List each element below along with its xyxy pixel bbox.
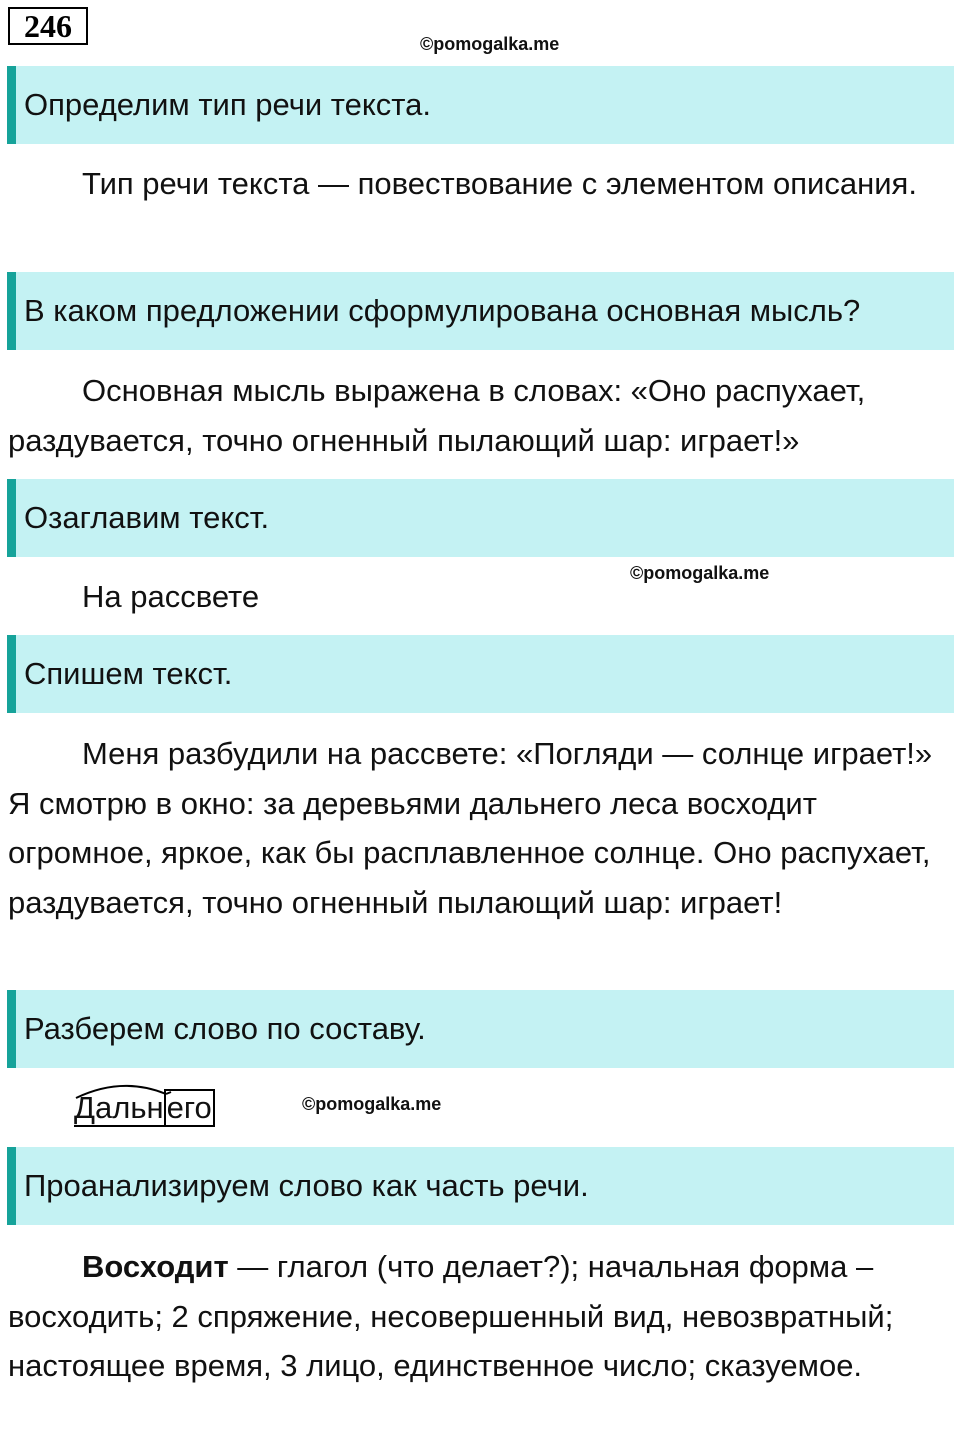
section-text-main-idea: Основная мысль выражена в словах: «Оно распухает, раздувается, точно огненный пылающий шар: играет!»	[8, 373, 866, 458]
section-header-part-of-speech: Проанализируем слово как часть речи.	[7, 1147, 954, 1225]
section-text-copy-text: Меня разбудили на рассвете: «Погляди — солнце играет!» Я смотрю в окно: за деревьями дальнего леса восходит огромное, яркое, как бы расплавленное солнце. Оно распухает, раздувается, точно огненный пылающий шар: играет!	[8, 736, 933, 920]
section-text-title: На рассвете	[82, 579, 260, 614]
analyzed-word: Восходит	[82, 1249, 229, 1284]
watermark: ©pomogalka.me	[420, 34, 560, 54]
section-header-main-idea: В каком предложении сформулирована основная мысль?	[7, 272, 954, 350]
section-header-morphemes: Разберем слово по составу.	[7, 990, 954, 1068]
section-header-copy-text: Спишем текст.	[7, 635, 954, 713]
morpheme-parse	[74, 1082, 234, 1132]
exercise-number: 246	[8, 7, 88, 45]
section-header-speech-type: Определим тип речи текста.	[7, 66, 954, 144]
watermark: ©pomogalka.me	[630, 563, 770, 583]
word-stem: Дальн	[74, 1090, 164, 1125]
section-header-title: Озаглавим текст.	[7, 479, 954, 557]
parsed-word	[74, 1088, 215, 1128]
section-text-part-of-speech: Восходит — глагол (что делает?); начальная форма – восходить; 2 спряжение, несовершенный вид, невозвратный; настоящее время, 3 лицо, единственное число; сказуемое.	[8, 1249, 894, 1383]
watermark: ©pomogalka.me	[302, 1094, 442, 1114]
section-text-speech-type: Тип речи текста — повествование с элементом описания.	[82, 166, 917, 201]
word-ending: его	[164, 1089, 215, 1127]
